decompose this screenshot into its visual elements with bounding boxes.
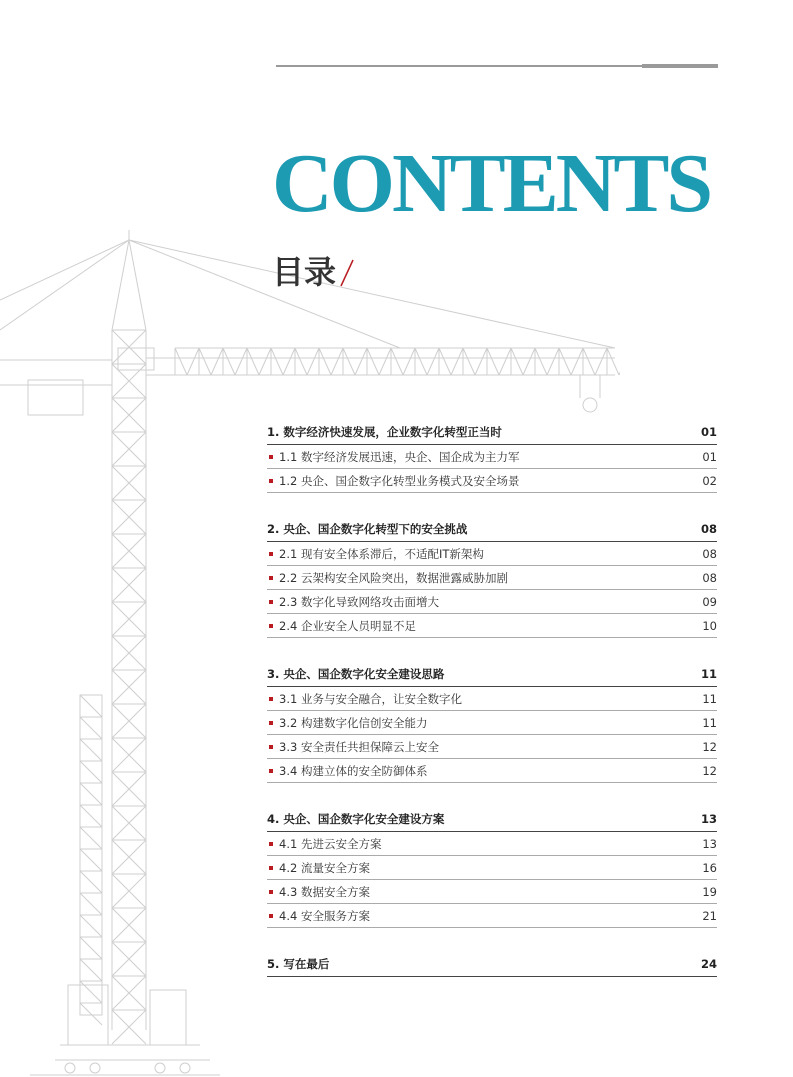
crane-strut xyxy=(487,348,499,375)
crane-strut xyxy=(247,348,259,375)
toc-entry-page: 21 xyxy=(702,908,717,923)
toc-entry-title: 3.3 安全责任共担保障云上安全 xyxy=(279,739,439,754)
toc-chapter-page: 01 xyxy=(700,425,717,439)
toc-entry-row[interactable] xyxy=(267,590,717,614)
crane-strut xyxy=(199,348,211,375)
crane-strut xyxy=(415,348,427,375)
toc-chapter-page: 13 xyxy=(700,812,717,826)
toc-chapter-title: 3. 央企、国企数字化安全建设思路 xyxy=(267,667,445,681)
toc-entry-page: 12 xyxy=(702,763,717,778)
crane-strut xyxy=(463,348,475,375)
crane-strut xyxy=(583,348,595,375)
toc-entry-title: 4.3 数据安全方案 xyxy=(279,884,370,899)
toc-entry-page: 11 xyxy=(702,715,717,730)
toc-entry-row[interactable] xyxy=(267,759,717,783)
crane-strut xyxy=(331,348,343,375)
toc-entry-row[interactable] xyxy=(267,711,717,735)
toc-entry-row[interactable] xyxy=(267,469,717,493)
crane-strut xyxy=(511,348,523,375)
crane-strut xyxy=(343,348,355,375)
crane-strut xyxy=(187,348,199,375)
crane-strut xyxy=(355,348,367,375)
red-bullet-icon xyxy=(269,769,273,773)
crane-strut xyxy=(80,871,102,893)
crane-strut xyxy=(80,1003,102,1025)
toc-entry-title: 1.1 数字经济发展迅速，央企、国企成为主力军 xyxy=(279,449,520,464)
toc-section xyxy=(267,807,717,928)
crane-strut xyxy=(367,348,379,375)
crane-strut xyxy=(379,348,391,375)
crane-strut xyxy=(80,959,102,981)
crane-strut xyxy=(80,849,102,871)
toc-entry xyxy=(267,884,370,900)
toc-section xyxy=(267,662,717,783)
toc-entry-title: 4.1 先进云安全方案 xyxy=(279,836,382,851)
red-bullet-icon xyxy=(269,600,273,604)
crane-strut xyxy=(80,937,102,959)
toc-entry-page: 19 xyxy=(702,884,717,899)
toc-entry xyxy=(267,691,462,707)
toc-entry-title: 3.1 业务与安全融合，让安全数字化 xyxy=(279,691,462,706)
toc-entry xyxy=(267,715,427,731)
toc-entry-row[interactable] xyxy=(267,687,717,711)
crane-strut xyxy=(427,348,439,375)
toc-entry-title: 2.4 企业安全人员明显不足 xyxy=(279,618,416,633)
toc-entry xyxy=(267,449,519,465)
red-bullet-icon xyxy=(269,479,273,483)
crane-strut xyxy=(295,348,307,375)
crane-strut xyxy=(80,695,102,717)
toc-chapter-row[interactable] xyxy=(267,807,717,832)
toc-entry-page: 13 xyxy=(702,836,717,851)
crane-strut xyxy=(559,348,571,375)
red-bullet-icon xyxy=(269,455,273,459)
toc-entry xyxy=(267,763,427,779)
toc-entry-row[interactable] xyxy=(267,904,717,928)
toc-entry xyxy=(267,546,484,562)
toc-entry-title: 4.2 流量安全方案 xyxy=(279,860,370,875)
toc-entry xyxy=(267,618,416,634)
crane-strut xyxy=(595,348,607,375)
toc-entry-page: 12 xyxy=(702,739,717,754)
toc-heading-cn: 目录 xyxy=(272,253,337,291)
toc-entry-row[interactable] xyxy=(267,614,717,638)
toc-entry-page: 08 xyxy=(702,570,717,585)
toc-chapter-title: 5. 写在最后 xyxy=(267,957,330,971)
toc-chapter-row[interactable] xyxy=(267,952,717,977)
toc-entry xyxy=(267,594,439,610)
crane-strut xyxy=(271,348,283,375)
toc-chapter-page: 08 xyxy=(700,522,717,536)
red-bullet-icon xyxy=(269,745,273,749)
toc-entry-title: 3.4 构建立体的安全防御体系 xyxy=(279,763,428,778)
crane-strut xyxy=(211,348,223,375)
toc-chapter-title: 2. 央企、国企数字化转型下的安全挑战 xyxy=(267,522,468,536)
toc-entry xyxy=(267,473,519,489)
toc-section xyxy=(267,517,717,638)
crane-strut xyxy=(283,348,295,375)
toc-entry-title: 1.2 央企、国企数字化转型业务模式及安全场景 xyxy=(279,473,520,488)
red-bullet-icon xyxy=(269,914,273,918)
top-divider-accent xyxy=(642,64,718,68)
table-of-contents xyxy=(267,420,717,1001)
crane-strut xyxy=(175,348,187,375)
crane-strut xyxy=(499,348,511,375)
toc-chapter-row[interactable] xyxy=(267,662,717,687)
crane-strut xyxy=(475,348,487,375)
toc-chapter-row[interactable] xyxy=(267,420,717,445)
crane-strut xyxy=(80,827,102,849)
toc-entry-title: 3.2 构建数字化信创安全能力 xyxy=(279,715,428,730)
toc-entry-row[interactable] xyxy=(267,445,717,469)
toc-section xyxy=(267,420,717,493)
crane-strut xyxy=(523,348,535,375)
toc-chapter-title: 1. 数字经济快速发展，企业数字化转型正当时 xyxy=(267,425,502,439)
red-bullet-icon xyxy=(269,697,273,701)
red-slash-mark xyxy=(336,258,356,288)
crane-strut xyxy=(80,981,102,1003)
toc-entry xyxy=(267,836,381,852)
red-bullet-icon xyxy=(269,866,273,870)
toc-entry-row[interactable] xyxy=(267,542,717,566)
toc-entry-title: 2.3 数字化导致网络攻击面增大 xyxy=(279,594,439,609)
toc-entry-title: 2.2 云架构安全风险突出，数据泄露威胁加剧 xyxy=(279,570,508,585)
crane-strut xyxy=(439,348,451,375)
toc-entry-page: 16 xyxy=(702,860,717,875)
toc-entry xyxy=(267,860,370,876)
crane-strut xyxy=(80,717,102,739)
crane-strut xyxy=(391,348,403,375)
toc-entry-page: 08 xyxy=(702,546,717,561)
toc-entry-title: 2.1 现有安全体系滞后，不适配IT新架构 xyxy=(279,546,484,561)
red-bullet-icon xyxy=(269,576,273,580)
crane-strut xyxy=(80,805,102,827)
toc-entry-page: 02 xyxy=(702,473,717,488)
crane-strut xyxy=(307,348,319,375)
crane-strut xyxy=(547,348,559,375)
crane-strut xyxy=(80,893,102,915)
crane-strut xyxy=(319,348,331,375)
toc-entry-title: 4.4 安全服务方案 xyxy=(279,908,370,923)
toc-chapter-page: 11 xyxy=(700,667,717,681)
toc-entry xyxy=(267,908,370,924)
crane-strut xyxy=(259,348,271,375)
red-bullet-icon xyxy=(269,842,273,846)
red-bullet-icon xyxy=(269,721,273,725)
contents-heading: CONTENTS xyxy=(272,137,711,230)
crane-strut xyxy=(80,915,102,937)
toc-entry-page: 10 xyxy=(702,618,717,633)
top-divider-line xyxy=(276,65,642,67)
toc-entry-row[interactable] xyxy=(267,832,717,856)
crane-strut xyxy=(80,739,102,761)
red-bullet-icon xyxy=(269,552,273,556)
toc-entry-page: 09 xyxy=(702,594,717,609)
crane-strut xyxy=(451,348,463,375)
toc-chapter-title: 4. 央企、国企数字化安全建设方案 xyxy=(267,812,445,826)
toc-entry-row[interactable] xyxy=(267,735,717,759)
crane-strut xyxy=(535,348,547,375)
toc-entry-page: 01 xyxy=(702,449,717,464)
toc-entry xyxy=(267,739,439,755)
crane-strut xyxy=(619,348,620,375)
crane-strut xyxy=(403,348,415,375)
toc-entry-page: 11 xyxy=(702,691,717,706)
toc-chapter-page: 24 xyxy=(700,957,717,971)
toc-entry-row[interactable] xyxy=(267,566,717,590)
red-bullet-icon xyxy=(269,624,273,628)
toc-entry-row[interactable] xyxy=(267,880,717,904)
toc-entry-row[interactable] xyxy=(267,856,717,880)
crane-strut xyxy=(235,348,247,375)
crane-strut xyxy=(80,783,102,805)
toc-entry xyxy=(267,570,508,586)
crane-strut xyxy=(571,348,583,375)
crane-strut xyxy=(223,348,235,375)
crane-strut xyxy=(80,761,102,783)
toc-section xyxy=(267,952,717,977)
toc-chapter-row[interactable] xyxy=(267,517,717,542)
crane-strut xyxy=(607,348,619,375)
red-bullet-icon xyxy=(269,890,273,894)
